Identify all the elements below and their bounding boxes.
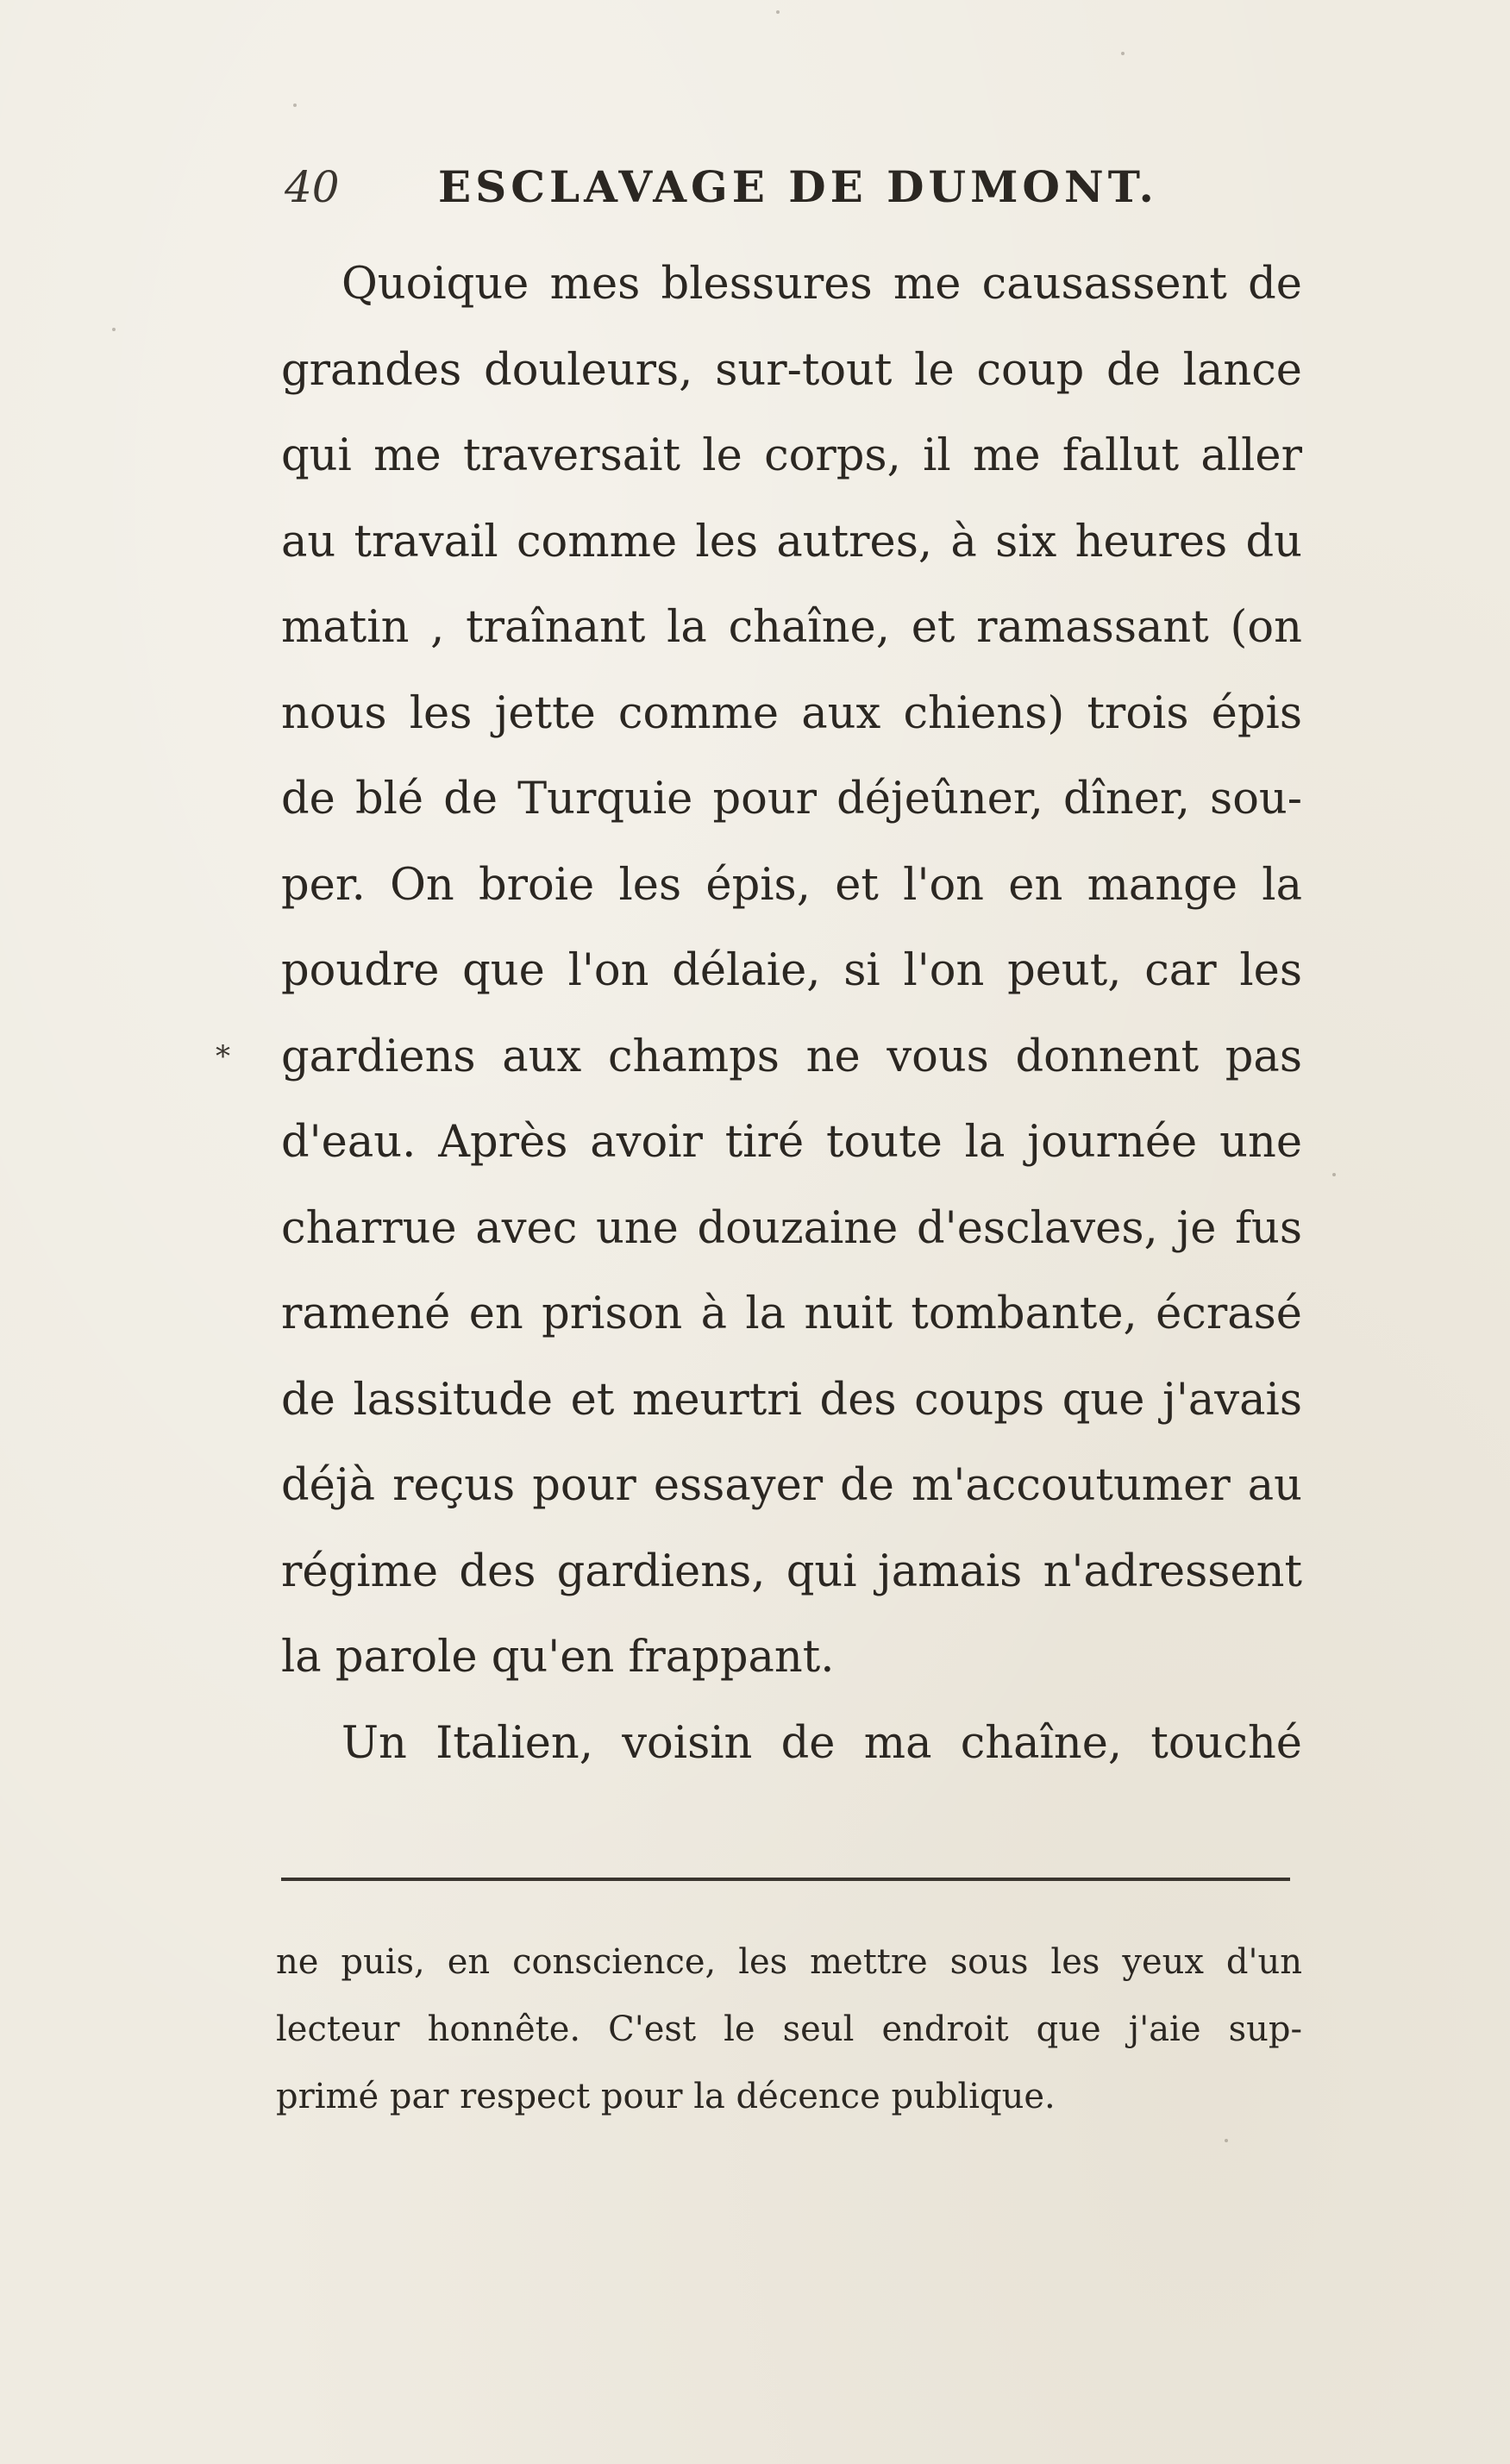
running-title: ESCLAVAGE DE DUMONT. [438,161,1158,212]
paper-speck [1225,2139,1228,2142]
footnote [276,1928,1302,2130]
text-line: de lassitude et meurtri des coups que j'avais [281,1374,1302,1426]
text-line: matin , traînant la chaîne, et ramassant (on [281,602,1302,653]
text-line: de blé de Turquie pour déjeûner, dîner, sou- [281,774,1302,824]
text-line: qui me traversait le corps, il me fallut aller [281,430,1302,481]
text-line: déjà reçus pour essayer de m'accoutumer au [281,1460,1302,1511]
text-line: régime des gardiens, qui jamais n'adressent [281,1545,1302,1597]
paper-speck [1121,52,1125,55]
text-line: au travail comme les autres, à six heures du [281,516,1302,567]
text-line: gardiens aux champs ne vous donnent pas [281,1031,1302,1082]
text-line: poudre que l'on délaie, si l'on peut, car les [281,945,1302,996]
footnote-line: lecteur honnête. C'est le seul endroit que j'aie sup- [276,2009,1302,2049]
text-line: charrue avec une douzaine d'esclaves, je fus [281,1202,1302,1254]
text-line: d'eau. Après avoir tiré toute la journée une [281,1117,1302,1168]
text-line: Un Italien, voisin de ma chaîne, touché [341,1717,1302,1769]
footnote-line: primé par respect pour la décence publique. [276,2077,1056,2116]
text-line: la parole qu'en frappant. [281,1632,835,1683]
text-line: grandes douleurs, sur-tout le coup de lance [281,344,1302,396]
paper-speck [1332,1173,1336,1176]
page-number: 40 [285,162,340,212]
text-line: ramené en prison à la nuit tombante, écrasé [281,1288,1302,1339]
footnote-line: ne puis, en conscience, les mettre sous les yeux d'un [276,1942,1302,1982]
text-line: nous les jette comme aux chiens) trois épis [281,687,1302,739]
paper-speck [293,103,297,107]
page-header [285,157,1302,217]
text-line: per. On broie les épis, et l'on en mange la [281,859,1302,911]
margin-mark: * [216,1039,230,1074]
paper-speck [776,10,780,14]
body-text [281,241,1302,1786]
paper-speck [112,328,116,331]
text-line: Quoique mes blessures me causassent de [341,259,1302,310]
footnote-rule [281,1878,1290,1881]
